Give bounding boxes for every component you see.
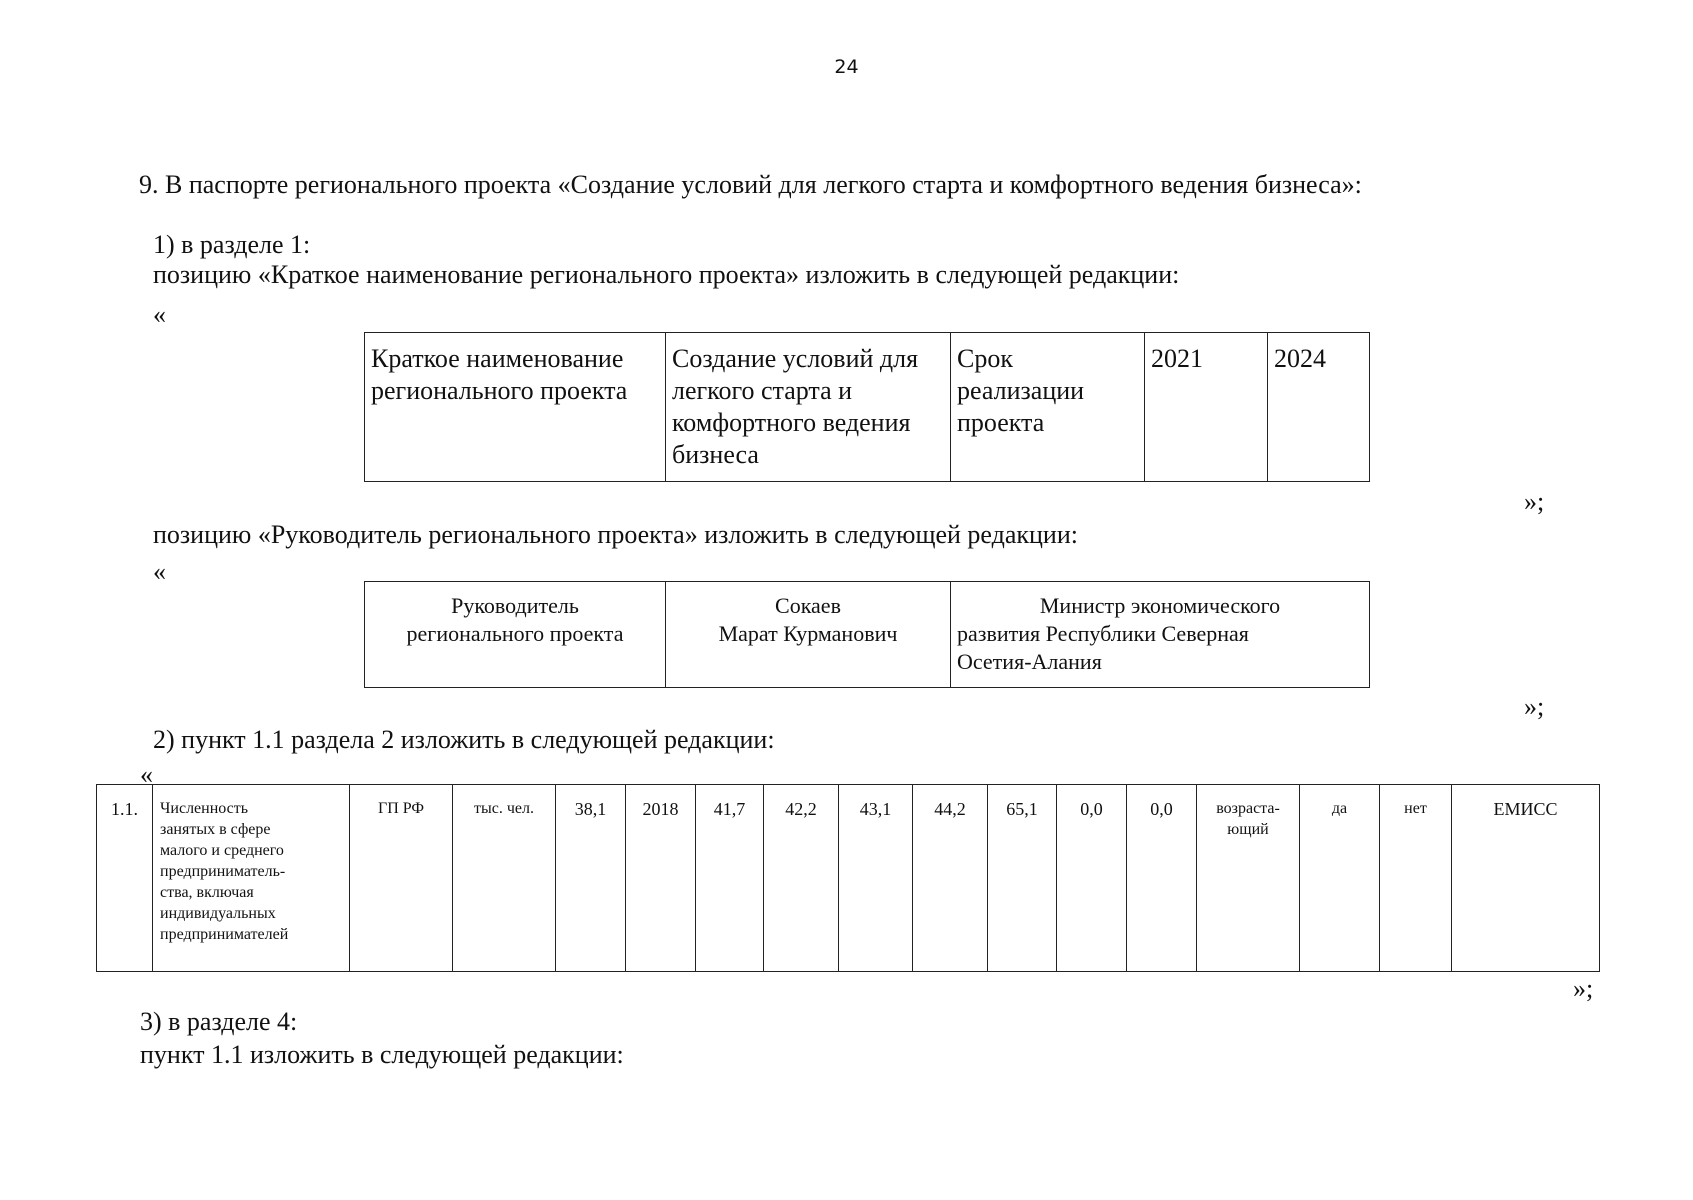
indicator-type: ГП РФ xyxy=(350,785,453,972)
trend: возраста- ющий xyxy=(1197,785,1300,972)
page-number: 24 xyxy=(834,56,859,78)
project-head-table xyxy=(364,581,1370,688)
section-heading: 9. В паспорте регионального проекта «Создание условий для легкого старта и комфортного ведения бизнеса»: xyxy=(139,170,1362,199)
close-quote-1: »; xyxy=(1524,487,1545,516)
short-name-label: Краткое наименование регионального проекта xyxy=(365,333,666,482)
item1-position-name-text: позицию «Краткое наименование регионального проекта» изложить в следующей редакции: xyxy=(153,260,1180,289)
head-post: Министр экономического развития Республики Северная Осетия-Алания xyxy=(951,582,1370,688)
flag-1: да xyxy=(1300,785,1380,972)
item3-title: 3) в разделе 4: xyxy=(140,1007,298,1036)
term-label: Срок реализации проекта xyxy=(951,333,1145,482)
value-4: 44,2 xyxy=(913,785,988,972)
item1-title: 1) в разделе 1: xyxy=(153,230,311,259)
head-person: Сокаев Марат Курманович xyxy=(666,582,951,688)
value-6: 0,0 xyxy=(1057,785,1127,972)
base-year: 2018 xyxy=(626,785,696,972)
project-name-table xyxy=(364,332,1370,482)
base-value: 38,1 xyxy=(556,785,626,972)
close-quote-3: »; xyxy=(1573,974,1594,1003)
indicator-table xyxy=(96,784,1600,972)
end-year: 2024 xyxy=(1268,333,1370,482)
start-year: 2021 xyxy=(1145,333,1268,482)
open-quote-2: « xyxy=(153,557,166,586)
indicator-unit: тыс. чел. xyxy=(453,785,556,972)
indicator-name: Численность занятых в сфере малого и среднего предприниматель- ства, включая индивидуальных предпринимателей xyxy=(153,785,350,972)
value-7: 0,0 xyxy=(1127,785,1197,972)
open-quote-3: « xyxy=(140,760,153,789)
table-row xyxy=(97,785,1600,972)
data-source: ЕМИСС xyxy=(1452,785,1600,972)
item1-position-head-text: позицию «Руководитель регионального проекта» изложить в следующей редакции: xyxy=(153,520,1078,549)
value-3: 43,1 xyxy=(839,785,913,972)
value-2: 42,2 xyxy=(764,785,839,972)
item3-text: пункт 1.1 изложить в следующей редакции: xyxy=(140,1040,624,1069)
close-quote-2: »; xyxy=(1524,692,1545,721)
row-number: 1.1. xyxy=(97,785,153,972)
head-label: Руководитель регионального проекта xyxy=(365,582,666,688)
value-1: 41,7 xyxy=(696,785,764,972)
short-name-value: Создание условий для легкого старта и комфортного ведения бизнеса xyxy=(666,333,951,482)
item2-title: 2) пункт 1.1 раздела 2 изложить в следующей редакции: xyxy=(153,725,775,754)
open-quote-1: « xyxy=(153,300,166,329)
flag-2: нет xyxy=(1380,785,1452,972)
value-5: 65,1 xyxy=(988,785,1057,972)
